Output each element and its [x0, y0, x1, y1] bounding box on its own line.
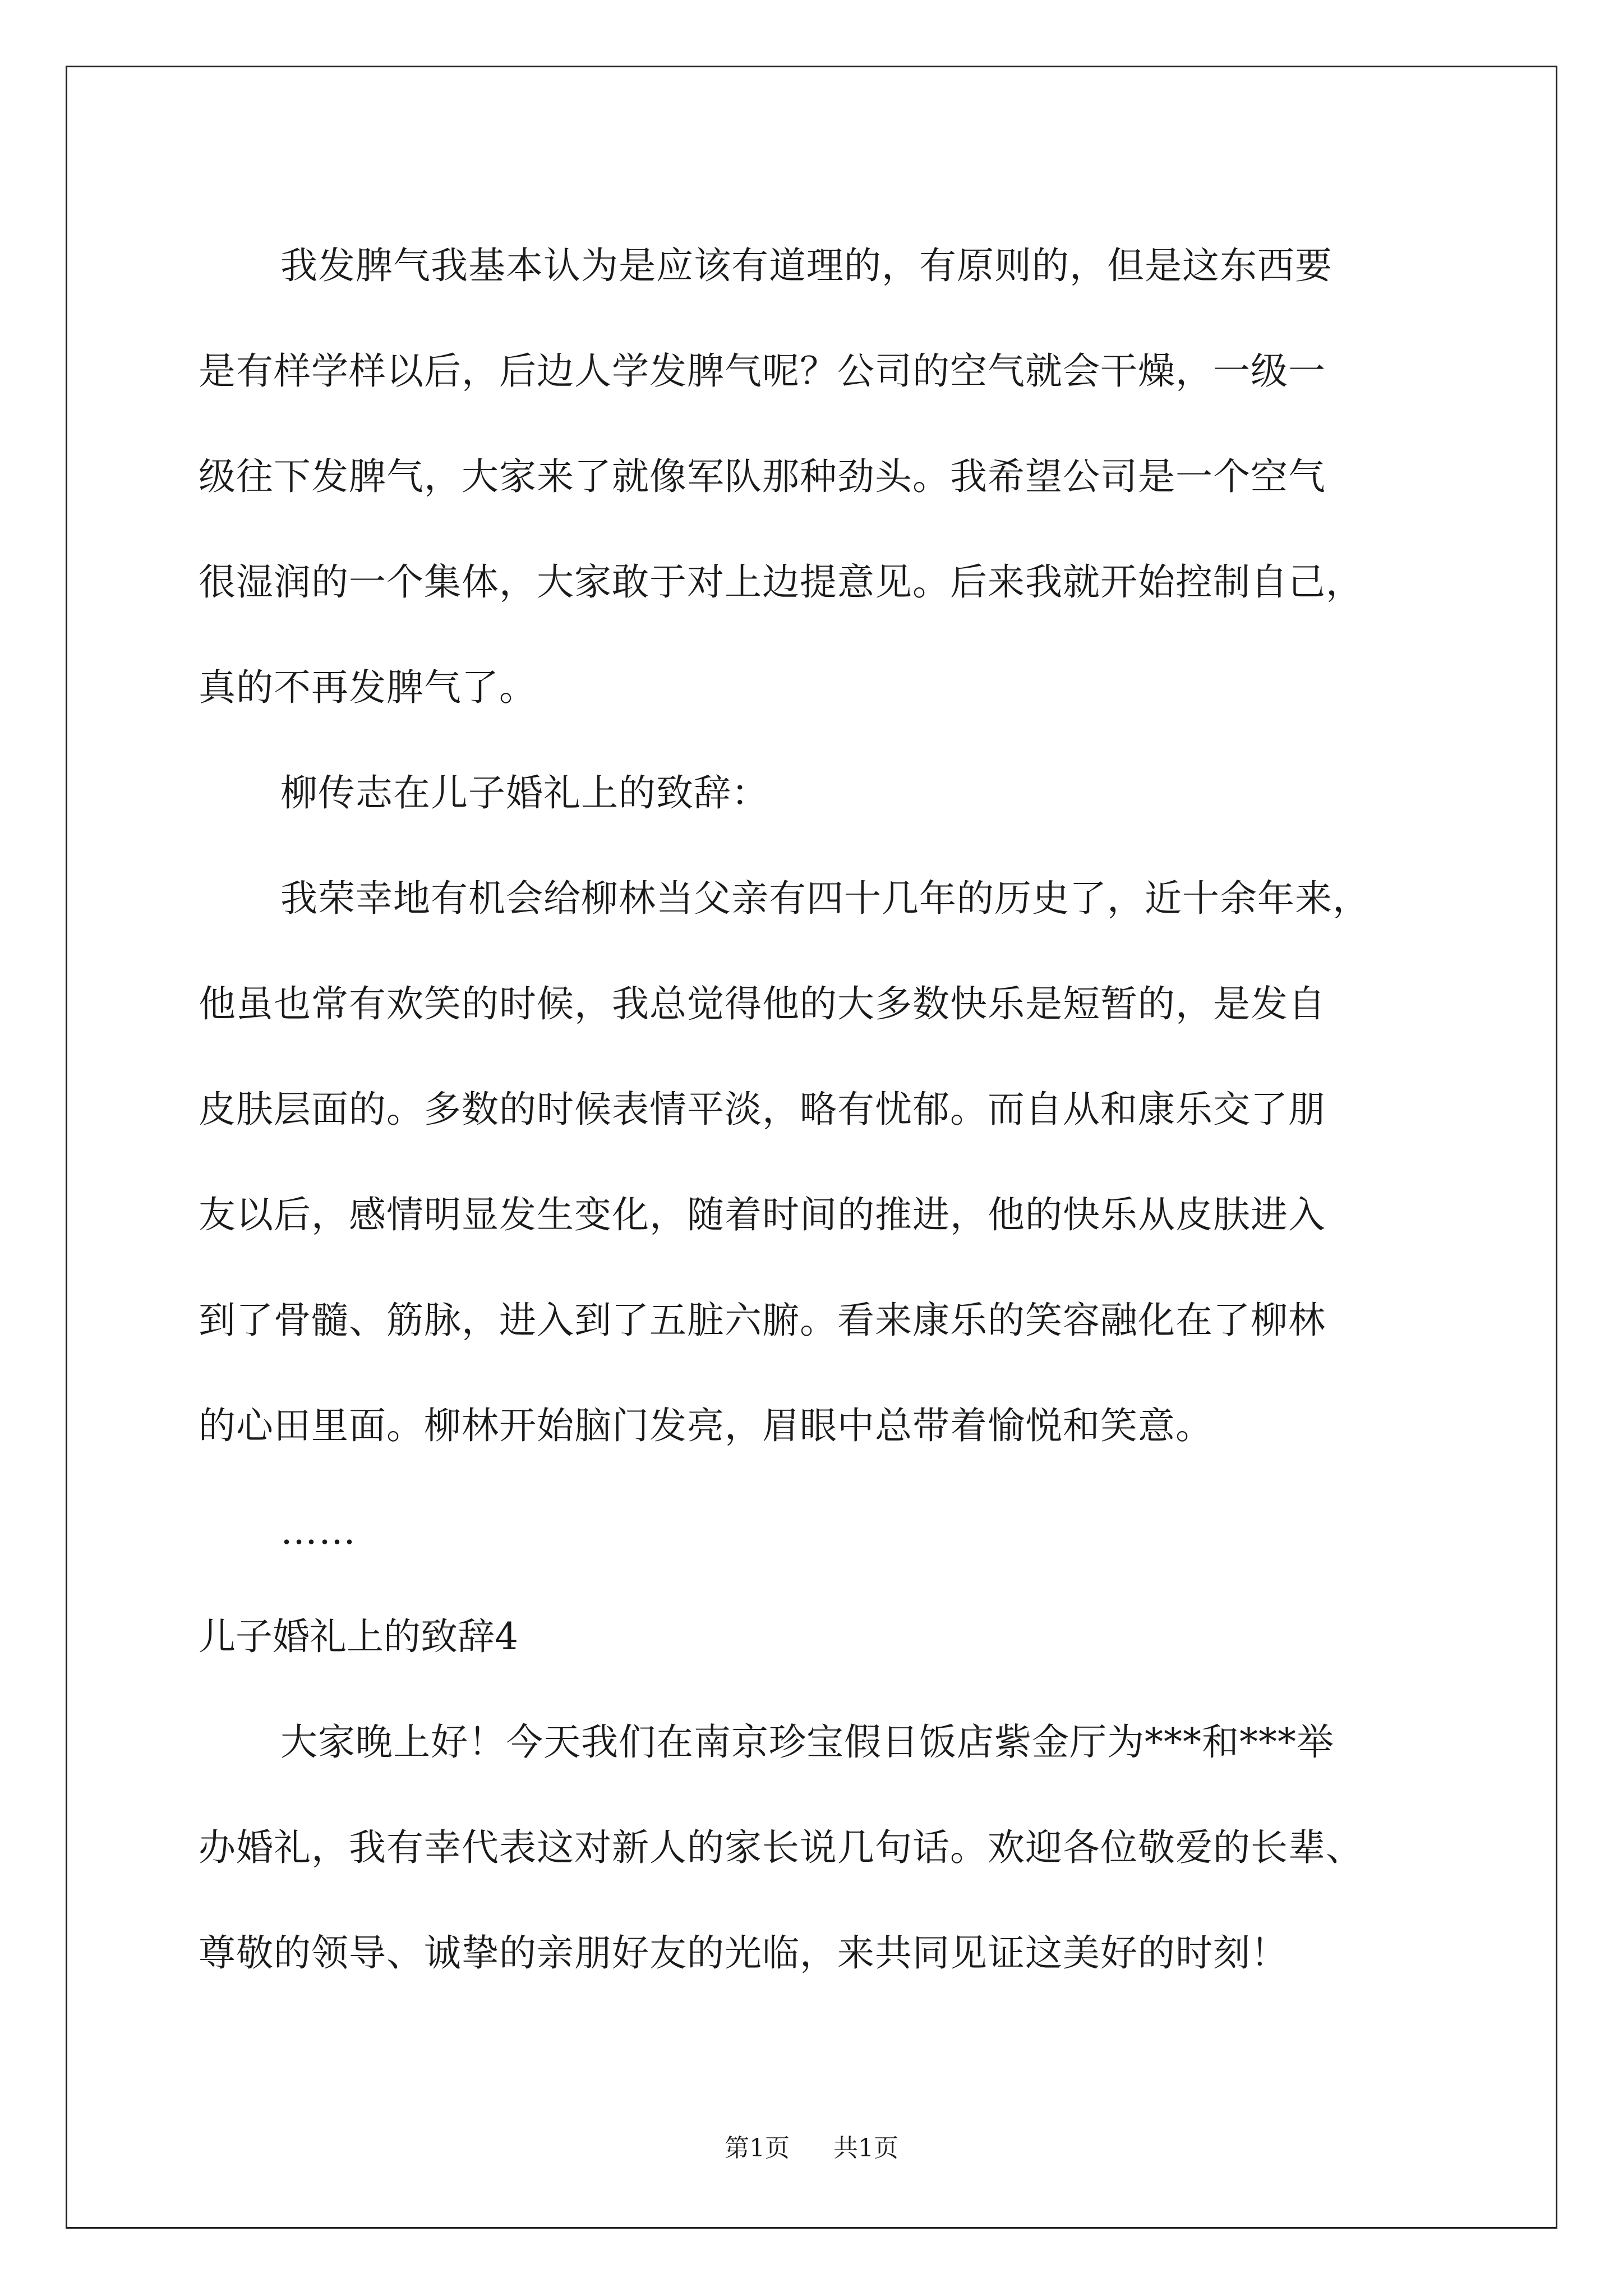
paragraph-4-line-2: 办婚礼，我有幸代表这对新人的家长说几句话。欢迎各位敬爱的长辈、 — [199, 1826, 1363, 1869]
paragraph-2-line-1: 柳传志在儿子婚礼上的致辞： — [280, 771, 769, 815]
paragraph-3-line-4: 友以后，感情明显发生变化，随着时间的推进，他的快乐从皮肤进入 — [199, 1193, 1326, 1236]
paragraph-3-line-5: 到了骨髓、筋脉，进入到了五脏六腑。看来康乐的笑容融化在了柳林 — [199, 1299, 1326, 1342]
paragraph-4-line-1: 大家晚上好！今天我们在南京珍宝假日饭店紫金厅为***和***举 — [280, 1720, 1334, 1764]
document-body — [199, 213, 1488, 2006]
paragraph-1-line-3: 级往下发脾气，大家来了就像军队那种劲头。我希望公司是一个空气 — [199, 455, 1326, 498]
section-heading: 儿子婚礼上的致辞4 — [199, 1615, 518, 1658]
page-number-total: 共1页 — [833, 2134, 898, 2162]
paragraph-1-line-1: 我发脾气我基本认为是应该有道理的，有原则的，但是这东西要 — [280, 244, 1332, 287]
paragraph-2 — [199, 740, 1488, 846]
paragraph-4 — [199, 1690, 1488, 2006]
ellipsis: …… — [280, 1510, 357, 1553]
paragraph-1 — [199, 213, 1488, 740]
paragraph-4-line-3: 尊敬的领导、诚挚的亲朋好友的光临，来共同见证这美好的时刻！ — [199, 1931, 1288, 1975]
paragraph-3-line-6: 的心田里面。柳林开始脑门发亮，眉眼中总带着愉悦和笑意。 — [199, 1404, 1213, 1447]
page-number-current: 第1页 — [725, 2134, 790, 2162]
paragraph-3-line-3: 皮肤层面的。多数的时候表情平淡，略有忧郁。而自从和康乐交了朋 — [199, 1088, 1326, 1131]
paragraph-3-line-1: 我荣幸地有机会给柳林当父亲有四十几年的历史了，近十余年来， — [280, 877, 1370, 920]
paragraph-1-line-2: 是有样学样以后，后边人学发脾气呢？公司的空气就会干燥，一级一 — [199, 349, 1326, 393]
page-footer — [0, 2132, 1623, 2165]
paragraph-1-line-4: 很湿润的一个集体，大家敢于对上边提意见。后来我就开始控制自己， — [199, 560, 1363, 604]
paragraph-3 — [199, 846, 1488, 1479]
paragraph-3-line-2: 他虽也常有欢笑的时候，我总觉得他的大多数快乐是短暂的，是发自 — [199, 982, 1326, 1025]
paragraph-1-line-5: 真的不再发脾气了。 — [199, 666, 537, 709]
